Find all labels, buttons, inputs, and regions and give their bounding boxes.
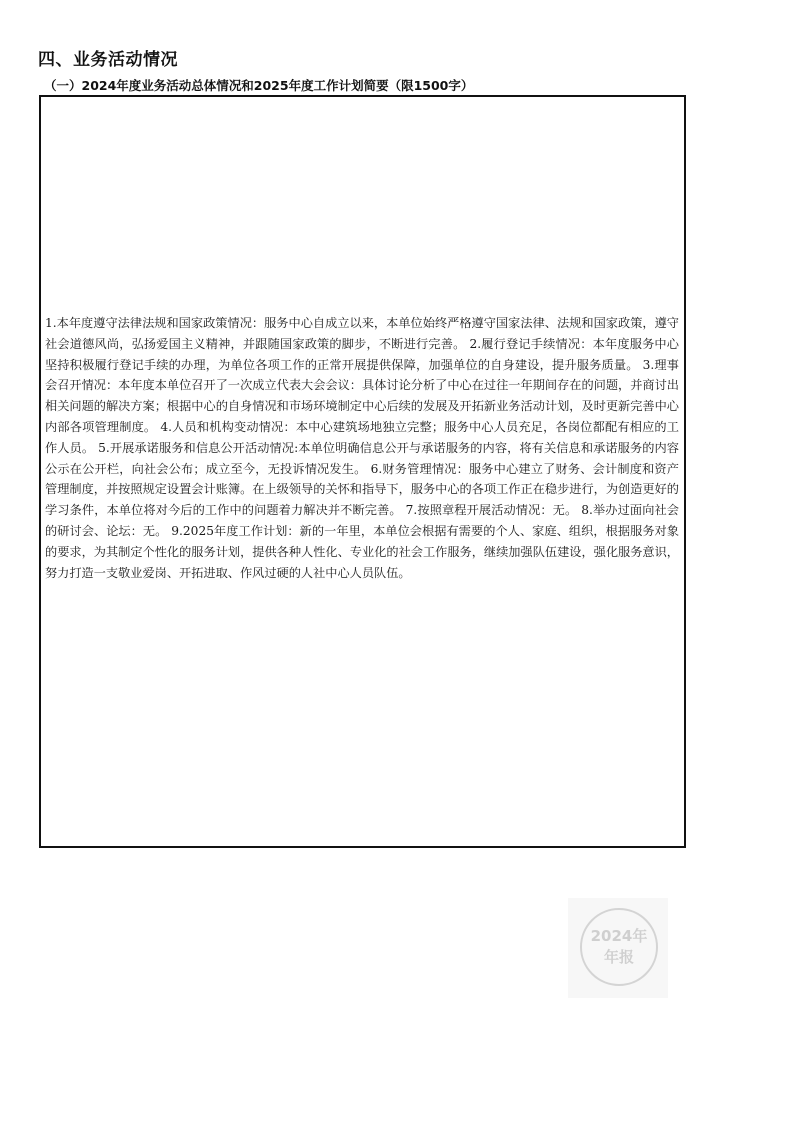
content-box <box>39 95 686 848</box>
watermark-year-text: 2024年 <box>590 927 648 945</box>
annual-report-watermark <box>568 898 668 998</box>
business-activity-summary-text: 1.本年度遵守法律法规和国家政策情况：服务中心自成立以来，本单位始终严格遵守国家法律、法规和国家政策，遵守社会道德风尚，弘扬爱国主义精神，并跟随国家政策的脚步，不断进行完善。 2.履行登记手续情况：本年度服务中心坚持积极履行登记手续的办理，为单位各项工作的正常开展提供保障，加强单位的自身建设，提升服务质量。 3.理事会召开情况：本年度本单位召开了一次成立代表大会会议：具体讨论分析了中心在过往一年期间存在的问题，并商讨出相关问题的解决方案；根据中心的自身情况和市场环境制定中心后续的发展及开拓新业务活动计划，及时更新完善中心内部各项管理制度。 4.人员和机构变动情况：本中心建筑场地独立完整；服务中心人员充足，各岗位都配有相应的工作人员。 5.开展承诺服务和信息公开活动情况:本单位明确信息公开与承诺服务的内容，将有关信息和承诺服务的内容公示在公开栏，向社会公布；成立至今，无投诉情况发生。 6.财务管理情况：服务中心建立了财务、会计制度和资产管理制度，并按照规定设置会计账簿。在上级领导的关怀和指导下，服务中心的各项工作正在稳步进行，为创造更好的学习条件，本单位将对今后的工作中的问题着力解决并不断完善。 7.按照章程开展活动情况：无。 8.举办过面向社会的研讨会、论坛：无。 9.2025年度工作计划：新的一年里，本单位会根据有需要的个人、家庭、组织，根据服务对象的要求，为其制定个性化的服务计划，提供各种人性化、专业化的社会工作服务，继续加强队伍建设，强化服务意识，努力打造一支敬业爱岗、开拓进取、作风过硬的人社中心人员队伍。 <box>45 316 679 580</box>
watermark-report-text: 年报 <box>603 948 634 966</box>
watermark-circle <box>580 908 658 986</box>
subsection-title: （一）2024年度业务活动总体情况和2025年度工作计划简要（限1500字） <box>44 78 474 93</box>
section-title: 四、业务活动情况 <box>38 50 178 70</box>
